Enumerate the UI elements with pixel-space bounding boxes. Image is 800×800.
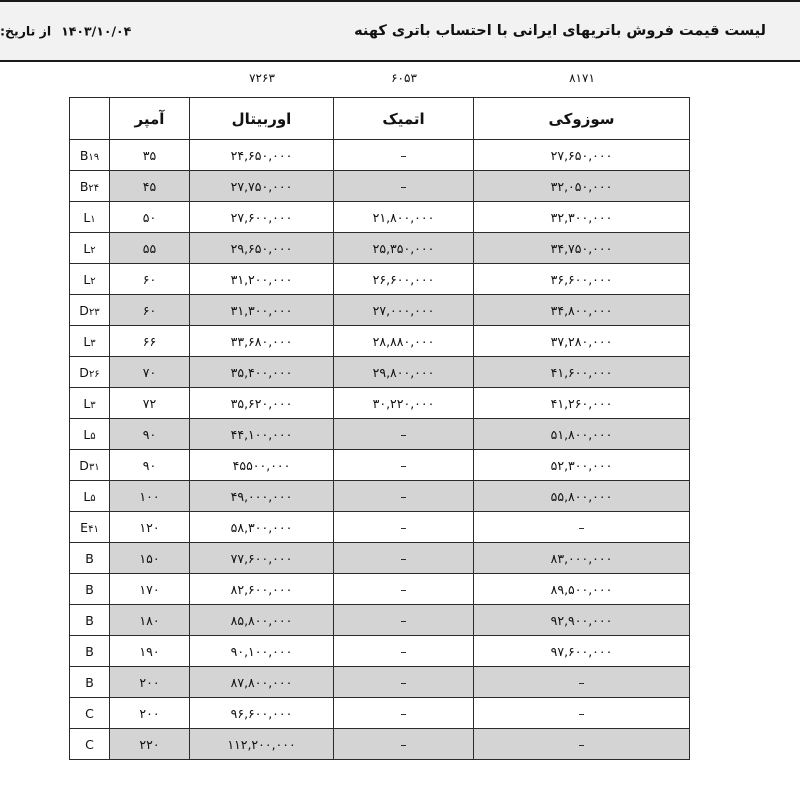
table-body xyxy=(70,140,690,760)
model-code-main: B xyxy=(79,147,89,163)
cell-amp: ۲۰۰ xyxy=(110,667,190,698)
cell-model-code xyxy=(70,605,110,636)
model-code-main: B xyxy=(85,581,94,597)
cell-atomic: – xyxy=(334,636,474,667)
model-code-main: E xyxy=(80,519,89,535)
cell-atomic: – xyxy=(334,171,474,202)
model-code-main: L xyxy=(83,209,91,225)
cell-amp: ۳۵ xyxy=(110,140,190,171)
cell-suzuki: ۸۳,۰۰۰,۰۰۰ xyxy=(474,543,690,574)
cell-atomic: ۲۷,۰۰۰,۰۰۰ xyxy=(334,295,474,326)
model-code-sub: ۲۴ xyxy=(88,182,100,194)
model-code-main: B xyxy=(85,643,94,659)
cell-amp: ۹۰ xyxy=(110,419,190,450)
model-code-sub: ۲۳ xyxy=(88,306,100,318)
cell-atomic: ۲۸,۸۸۰,۰۰۰ xyxy=(334,326,474,357)
column-header-suzuki: سوزوکی xyxy=(474,98,690,140)
cell-suzuki: ۹۷,۶۰۰,۰۰۰ xyxy=(474,636,690,667)
cell-atomic: ۲۵,۳۵۰,۰۰۰ xyxy=(334,233,474,264)
brand-codes-row xyxy=(0,71,800,97)
cell-atomic: ۲۹,۸۰۰,۰۰۰ xyxy=(334,357,474,388)
cell-atomic: – xyxy=(334,698,474,729)
cell-orbital: ۲۹,۶۵۰,۰۰۰ xyxy=(190,233,334,264)
table-row xyxy=(70,667,690,698)
model-code-main: L xyxy=(83,395,91,411)
table-row xyxy=(70,729,690,760)
cell-suzuki: – xyxy=(474,512,690,543)
table-row xyxy=(70,202,690,233)
cell-suzuki: ۳۲,۰۵۰,۰۰۰ xyxy=(474,171,690,202)
cell-model-code xyxy=(70,202,110,233)
cell-suzuki: ۴۱,۶۰۰,۰۰۰ xyxy=(474,357,690,388)
cell-suzuki: ۳۴,۷۵۰,۰۰۰ xyxy=(474,233,690,264)
cell-amp: ۶۰ xyxy=(110,295,190,326)
model-code-main: D xyxy=(79,457,89,473)
cell-suzuki: ۳۲,۳۰۰,۰۰۰ xyxy=(474,202,690,233)
date-label: از تاریخ: xyxy=(0,23,52,39)
model-code-sub: ۴۱ xyxy=(88,523,99,535)
cell-orbital: ۹۶,۶۰۰,۰۰۰ xyxy=(190,698,334,729)
table-row xyxy=(70,140,690,171)
model-code-sub: ۱ xyxy=(90,213,96,225)
cell-atomic: – xyxy=(334,419,474,450)
model-code-sub: ۳ xyxy=(90,399,96,411)
cell-amp: ۵۰ xyxy=(110,202,190,233)
column-header-orbital: اوربیتال xyxy=(190,98,334,140)
cell-atomic: ۲۱,۸۰۰,۰۰۰ xyxy=(334,202,474,233)
table-row xyxy=(70,326,690,357)
table-row xyxy=(70,264,690,295)
model-code-main: L xyxy=(83,240,91,256)
brand-code-suzuki: ۸۱۷۱ xyxy=(569,71,595,85)
table-row xyxy=(70,295,690,326)
cell-orbital: ۳۳,۶۸۰,۰۰۰ xyxy=(190,326,334,357)
cell-suzuki: ۳۴,۸۰۰,۰۰۰ xyxy=(474,295,690,326)
cell-amp: ۱۷۰ xyxy=(110,574,190,605)
cell-suzuki: ۸۹,۵۰۰,۰۰۰ xyxy=(474,574,690,605)
cell-suzuki: ۲۷,۶۵۰,۰۰۰ xyxy=(474,140,690,171)
cell-orbital: ۴۵۵۰۰,۰۰۰ xyxy=(190,450,334,481)
cell-amp: ۲۰۰ xyxy=(110,698,190,729)
cell-orbital: ۷۷,۶۰۰,۰۰۰ xyxy=(190,543,334,574)
cell-amp: ۶۰ xyxy=(110,264,190,295)
model-code-main: L xyxy=(83,271,91,287)
cell-atomic: – xyxy=(334,450,474,481)
price-table xyxy=(69,97,690,760)
cell-model-code xyxy=(70,326,110,357)
cell-model-code xyxy=(70,419,110,450)
cell-orbital: ۲۷,۶۰۰,۰۰۰ xyxy=(190,202,334,233)
cell-amp: ۷۰ xyxy=(110,357,190,388)
table-row xyxy=(70,388,690,419)
cell-orbital: ۲۷,۷۵۰,۰۰۰ xyxy=(190,171,334,202)
cell-model-code xyxy=(70,450,110,481)
table-header-row xyxy=(70,98,690,140)
table-row xyxy=(70,698,690,729)
cell-model-code xyxy=(70,140,110,171)
cell-atomic: – xyxy=(334,512,474,543)
price-table-wrap xyxy=(0,97,800,760)
cell-model-code xyxy=(70,295,110,326)
cell-amp: ۱۹۰ xyxy=(110,636,190,667)
cell-orbital: ۳۵,۴۰۰,۰۰۰ xyxy=(190,357,334,388)
cell-orbital: ۸۵,۸۰۰,۰۰۰ xyxy=(190,605,334,636)
cell-model-code xyxy=(70,171,110,202)
cell-model-code xyxy=(70,264,110,295)
model-code-sub: ۲۶ xyxy=(88,368,100,380)
cell-atomic: ۲۶,۶۰۰,۰۰۰ xyxy=(334,264,474,295)
cell-atomic: – xyxy=(334,605,474,636)
model-code-main: B xyxy=(85,612,94,628)
model-code-main: D xyxy=(79,302,89,318)
cell-amp: ۱۰۰ xyxy=(110,481,190,512)
cell-orbital: ۸۲,۶۰۰,۰۰۰ xyxy=(190,574,334,605)
cell-atomic: – xyxy=(334,574,474,605)
cell-orbital: ۴۹,۰۰۰,۰۰۰ xyxy=(190,481,334,512)
model-code-sub: ۳ xyxy=(90,337,96,349)
cell-orbital: ۳۵,۶۲۰,۰۰۰ xyxy=(190,388,334,419)
cell-orbital: ۳۱,۲۰۰,۰۰۰ xyxy=(190,264,334,295)
table-row xyxy=(70,636,690,667)
cell-suzuki: ۹۲,۹۰۰,۰۰۰ xyxy=(474,605,690,636)
cell-amp: ۱۵۰ xyxy=(110,543,190,574)
table-row xyxy=(70,450,690,481)
cell-orbital: ۵۸,۳۰۰,۰۰۰ xyxy=(190,512,334,543)
cell-model-code xyxy=(70,357,110,388)
cell-atomic: ۳۰,۲۲۰,۰۰۰ xyxy=(334,388,474,419)
table-row xyxy=(70,605,690,636)
model-code-main: B xyxy=(85,550,94,566)
cell-orbital: ۴۴,۱۰۰,۰۰۰ xyxy=(190,419,334,450)
cell-amp: ۷۲ xyxy=(110,388,190,419)
table-row xyxy=(70,543,690,574)
brand-code-atomic: ۶۰۵۳ xyxy=(391,71,417,85)
cell-orbital: ۸۷,۸۰۰,۰۰۰ xyxy=(190,667,334,698)
model-code-main: L xyxy=(83,426,91,442)
cell-model-code xyxy=(70,388,110,419)
cell-amp: ۴۵ xyxy=(110,171,190,202)
cell-model-code xyxy=(70,543,110,574)
model-code-main: B xyxy=(85,674,94,690)
cell-model-code xyxy=(70,667,110,698)
cell-suzuki: ۵۵,۸۰۰,۰۰۰ xyxy=(474,481,690,512)
cell-amp: ۹۰ xyxy=(110,450,190,481)
brand-code-orbital: ۷۲۶۳ xyxy=(249,71,275,85)
cell-suzuki: – xyxy=(474,729,690,760)
model-code-main: B xyxy=(79,178,89,194)
table-row xyxy=(70,574,690,605)
cell-amp: ۵۵ xyxy=(110,233,190,264)
cell-orbital: ۳۱,۳۰۰,۰۰۰ xyxy=(190,295,334,326)
model-code-main: L xyxy=(83,488,91,504)
cell-atomic: – xyxy=(334,543,474,574)
cell-suzuki: ۴۱,۲۶۰,۰۰۰ xyxy=(474,388,690,419)
cell-amp: ۲۲۰ xyxy=(110,729,190,760)
cell-amp: ۶۶ xyxy=(110,326,190,357)
cell-suzuki: ۳۶,۶۰۰,۰۰۰ xyxy=(474,264,690,295)
cell-atomic: – xyxy=(334,481,474,512)
cell-amp: ۱۲۰ xyxy=(110,512,190,543)
model-code-main: C xyxy=(85,736,94,752)
table-row xyxy=(70,512,690,543)
cell-atomic: – xyxy=(334,667,474,698)
cell-atomic: – xyxy=(334,729,474,760)
model-code-sub: ۱۹ xyxy=(88,151,100,163)
model-code-main: C xyxy=(85,705,94,721)
model-code-main: L xyxy=(83,333,91,349)
cell-atomic: – xyxy=(334,140,474,171)
model-code-sub: ۳۱ xyxy=(88,461,100,473)
cell-amp: ۱۸۰ xyxy=(110,605,190,636)
column-header-model xyxy=(70,98,110,140)
table-row xyxy=(70,171,690,202)
table-row xyxy=(70,357,690,388)
cell-model-code xyxy=(70,233,110,264)
cell-suzuki: – xyxy=(474,667,690,698)
cell-model-code xyxy=(70,636,110,667)
date-group xyxy=(0,24,320,39)
table-row xyxy=(70,481,690,512)
table-header xyxy=(70,98,690,140)
model-code-main: D xyxy=(79,364,89,380)
cell-orbital: ۱۱۲,۲۰۰,۰۰۰ xyxy=(190,729,334,760)
cell-suzuki: ۵۲,۳۰۰,۰۰۰ xyxy=(474,450,690,481)
model-code-sub: ۲ xyxy=(90,244,96,256)
cell-suzuki: ۵۱,۸۰۰,۰۰۰ xyxy=(474,419,690,450)
page-title: لیست قیمت فروش باتریهای ایرانی با احتساب باتری کهنه xyxy=(354,23,766,39)
table-row xyxy=(70,233,690,264)
model-code-sub: ۲ xyxy=(90,275,96,287)
cell-orbital: ۲۴,۶۵۰,۰۰۰ xyxy=(190,140,334,171)
cell-model-code xyxy=(70,698,110,729)
table-row xyxy=(70,419,690,450)
date-value: ۱۴۰۳/۱۰/۰۴ xyxy=(61,23,132,39)
cell-suzuki: ۳۷,۲۸۰,۰۰۰ xyxy=(474,326,690,357)
document-header xyxy=(0,0,800,62)
column-header-atomic: اتمیک xyxy=(334,98,474,140)
cell-suzuki: – xyxy=(474,698,690,729)
cell-model-code xyxy=(70,574,110,605)
cell-model-code xyxy=(70,512,110,543)
cell-orbital: ۹۰,۱۰۰,۰۰۰ xyxy=(190,636,334,667)
cell-model-code xyxy=(70,729,110,760)
cell-model-code xyxy=(70,481,110,512)
model-code-sub: ۵ xyxy=(90,430,96,442)
model-code-sub: ۵ xyxy=(90,492,96,504)
column-header-amp: آمپر xyxy=(110,98,190,140)
